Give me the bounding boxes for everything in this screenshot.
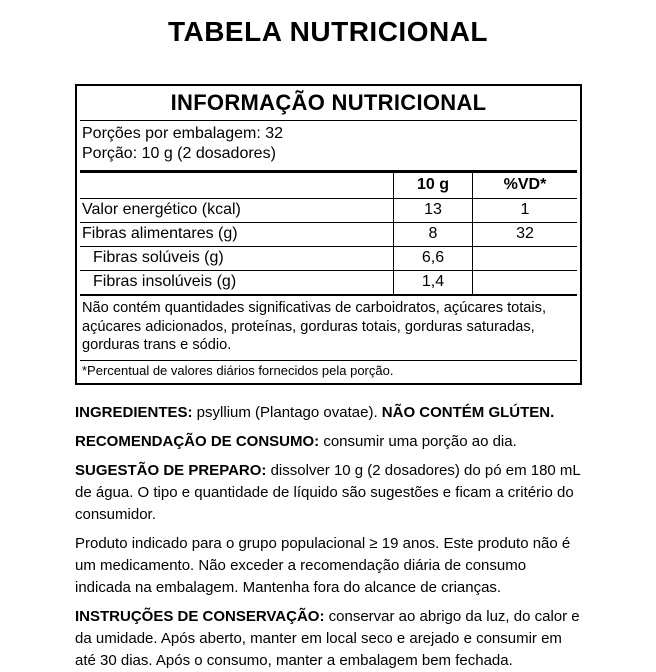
section-label: SUGESTÃO DE PREPARO: [75, 461, 267, 479]
info-section [75, 606, 585, 672]
nutrition-label-page [0, 16, 656, 672]
header-nutrient-column [80, 173, 393, 198]
nutrient-label: Fibras insolúveis (g) [93, 273, 237, 290]
insignificant-amounts-note: Não contém quantidades significativas de carboidratos, açúcares totais, açúcares adicionados, proteínas, gorduras totais, gorduras saturadas, gorduras trans e sódio. [80, 294, 577, 360]
nutrient-amount: 13 [393, 199, 472, 222]
info-section [75, 431, 585, 453]
section-label: INGREDIENTES: [75, 403, 193, 421]
section-text: psyllium (Plantago ovatae). [192, 403, 382, 421]
info-section [75, 402, 585, 424]
nutrient-label: Valor energético (kcal) [82, 201, 241, 218]
nutrient-label: Fibras solúveis (g) [93, 249, 224, 266]
section-bold-suffix: NÃO CONTÉM GLÚTEN. [381, 403, 555, 421]
page-title: TABELA NUTRICIONAL [167, 16, 489, 47]
table-row [80, 223, 577, 247]
servings-per-package: Porções por embalagem: 32 [82, 125, 283, 142]
info-section [75, 533, 585, 599]
header-amount-column: 10 g [393, 173, 472, 198]
section-text: conservar ao abrigo da luz, do calor e da umidade. Após aberto, manter em local seco e arejado e consumir em até 30 dias. Após o consumo, manter a embalagem bem fechada. [75, 607, 580, 669]
nutrient-amount: 1,4 [393, 271, 472, 294]
section-text: dissolver 10 g (2 dosadores) do pó em 180 mL de água. O tipo e quantidade de líquido são sugestões e ficam a critério do consumidor. [75, 461, 581, 523]
nutrient-amount: 6,6 [393, 247, 472, 270]
info-sections [75, 402, 585, 672]
section-text: Produto indicado para o grupo populacional ≥ 19 anos. Este produto não é um medicamento. Não exceder a recomendação diária de consumo indicada na embalagem. Mantenha fora do alcance de crianças. [75, 534, 571, 596]
section-label: RECOMENDAÇÃO DE CONSUMO: [75, 432, 320, 450]
section-label: INSTRUÇÕES DE CONSERVAÇÃO: [75, 607, 325, 625]
nutrition-header-row [80, 173, 577, 199]
section-text: consumir uma porção ao dia. [319, 432, 517, 450]
nutrition-table [75, 84, 582, 385]
nutrient-vd: 1 [472, 199, 577, 222]
nutrient-vd [472, 271, 577, 294]
info-section [75, 460, 585, 526]
serving-size: Porção: 10 g (2 dosadores) [82, 145, 276, 162]
nutrient-amount: 8 [393, 223, 472, 246]
table-row [80, 271, 577, 294]
nutrient-vd: 32 [472, 223, 577, 246]
nutrient-label: Fibras alimentares (g) [82, 225, 238, 242]
table-row [80, 247, 577, 271]
header-vd-column: %VD* [472, 173, 577, 198]
nutrition-grid [80, 170, 577, 294]
table-row [80, 199, 577, 223]
daily-value-footnote: *Percentual de valores diários fornecidos pela porção. [80, 360, 577, 383]
nutrition-table-title: INFORMAÇÃO NUTRICIONAL [80, 86, 577, 121]
nutrient-vd [472, 247, 577, 270]
servings-info [80, 121, 577, 170]
